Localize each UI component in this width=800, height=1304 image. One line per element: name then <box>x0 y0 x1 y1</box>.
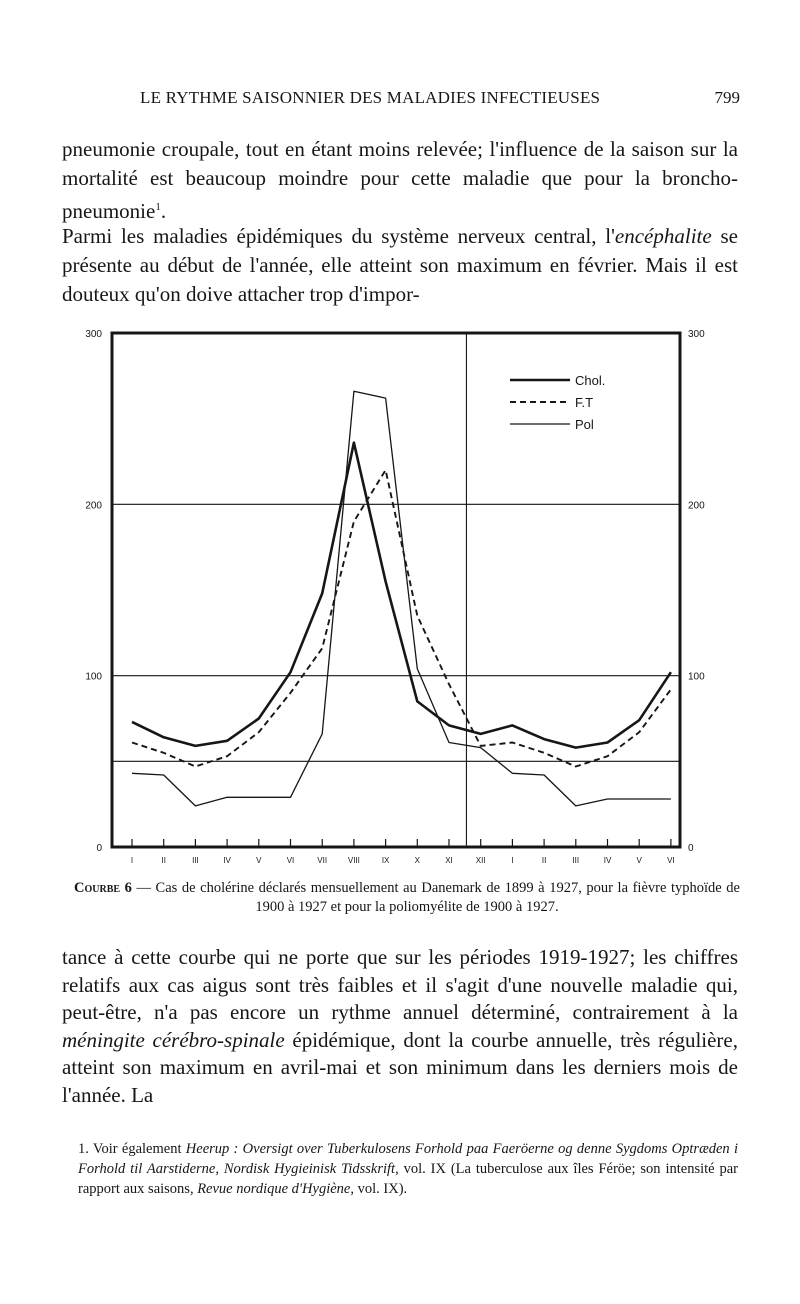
x-tick-label: VII <box>317 856 328 865</box>
footnote-text-a: Voir également <box>88 1141 186 1157</box>
y-tick-right-300: 300 <box>688 329 705 340</box>
y-tick-left-0: 0 <box>96 843 102 854</box>
paragraph-1-text: pneumonie croupale, tout en étant moins relevée; l'influence de la saison sur la mortalité est beaucoup moindre pour cette maladie que pour la broncho-pneumonie <box>62 137 738 223</box>
legend-label-1: F.T <box>575 395 594 410</box>
footnote-text-b: , vol. IX (La tuberculose aux îles Féröe; son intensité par rapport aux saisons, <box>78 1161 738 1197</box>
paragraph-2-italic: encéphalite <box>614 224 712 248</box>
footnote-ref: 1 <box>155 201 161 213</box>
seasonal-chart <box>70 320 730 872</box>
x-tick-label: IX <box>381 856 390 865</box>
x-tick-label: V <box>256 856 262 865</box>
paragraph-3-italic: méningite cérébro-spinale <box>62 1027 285 1052</box>
figure-caption <box>74 879 740 917</box>
running-title: LE RYTHME SAISONNIER DES MALADIES INFECTIEUSES <box>140 88 601 107</box>
paragraph-3-text-a: tance à cette courbe qui ne porte que sur les périodes 1919-1927; les chiffres relatifs aux cas aigus sont très faibles et il s'agit d'une nouvelle maladie qui, peut-être, n'a pas encore un rythme annuel déterminé, contrairement à la <box>62 945 738 1025</box>
x-tick-label: III <box>572 856 580 865</box>
footnote-number: 1. <box>78 1141 89 1157</box>
y-tick-left-100: 100 <box>85 671 102 683</box>
running-header <box>140 88 740 116</box>
plot-frame <box>112 333 680 847</box>
paragraph-2-text-b: se présente au début de l'année, elle atteint son maximum en février. Mais il est douteux qu'on doive attacher trop d'impor- <box>62 224 738 306</box>
legend-label-2: Pol <box>575 417 594 432</box>
y-tick-right-200: 200 <box>688 500 705 512</box>
footnote-italic-b: Revue nordique d'Hygiène <box>197 1181 351 1197</box>
x-tick-label: III <box>192 856 199 865</box>
x-tick-label: IV <box>603 856 612 865</box>
footnote-italic-a: Heerup : Oversigt over Tuberkulosens Forhold paa Faeröerne og denne Sygdoms Optræden i Forhold til Aarstiderne, Nordisk Hygieinisk Tidsskrift <box>78 1141 738 1177</box>
paragraph-3-text-b: épidémique, dont la courbe annuelle, très régulière, atteint son maximum en avril-mai et son minimum dans les derniers mois de l'année. La <box>62 1027 738 1107</box>
x-tick-label: VI <box>286 856 295 865</box>
page-number: 799 <box>714 88 740 107</box>
x-tick-label: X <box>414 856 420 865</box>
legend-label-0: Chol. <box>575 373 606 388</box>
x-tick-label: VI <box>667 856 675 865</box>
x-tick-label: II <box>541 856 547 865</box>
x-tick-label: XI <box>445 856 453 865</box>
x-tick-label: IV <box>223 856 231 865</box>
series-line-1 <box>132 470 671 766</box>
series-line-0 <box>132 443 671 748</box>
paragraph-1 <box>62 135 738 226</box>
caption-label: Courbe 6 <box>74 880 132 896</box>
y-tick-right-0: 0 <box>688 843 694 854</box>
x-tick-label: XII <box>475 856 486 865</box>
x-tick-label: V <box>636 856 642 865</box>
footnote-text-c: , vol. IX). <box>350 1181 408 1197</box>
y-tick-left-200: 200 <box>85 500 102 512</box>
paragraph-3 <box>62 944 738 1110</box>
x-tick-label: II <box>161 856 166 865</box>
x-tick-label: I <box>511 856 514 865</box>
x-tick-label: I <box>130 856 134 865</box>
paragraph-2-text-a: Parmi les maladies épidémiques du système nerveux central, l' <box>62 224 615 248</box>
y-tick-right-100: 100 <box>688 671 705 683</box>
x-tick-label: VIII <box>347 856 360 865</box>
y-tick-left-300: 300 <box>85 329 102 340</box>
footnote <box>78 1139 738 1199</box>
caption-text: — Cas de cholérine déclarés mensuellement au Danemark de 1899 à 1927, pour la fièvre typhoïde de 1900 à 1927 et pour la poliomyélite de 1900 à 1927. <box>131 880 740 915</box>
paragraph-1-end: . <box>160 199 167 223</box>
paragraph-2 <box>62 222 738 309</box>
